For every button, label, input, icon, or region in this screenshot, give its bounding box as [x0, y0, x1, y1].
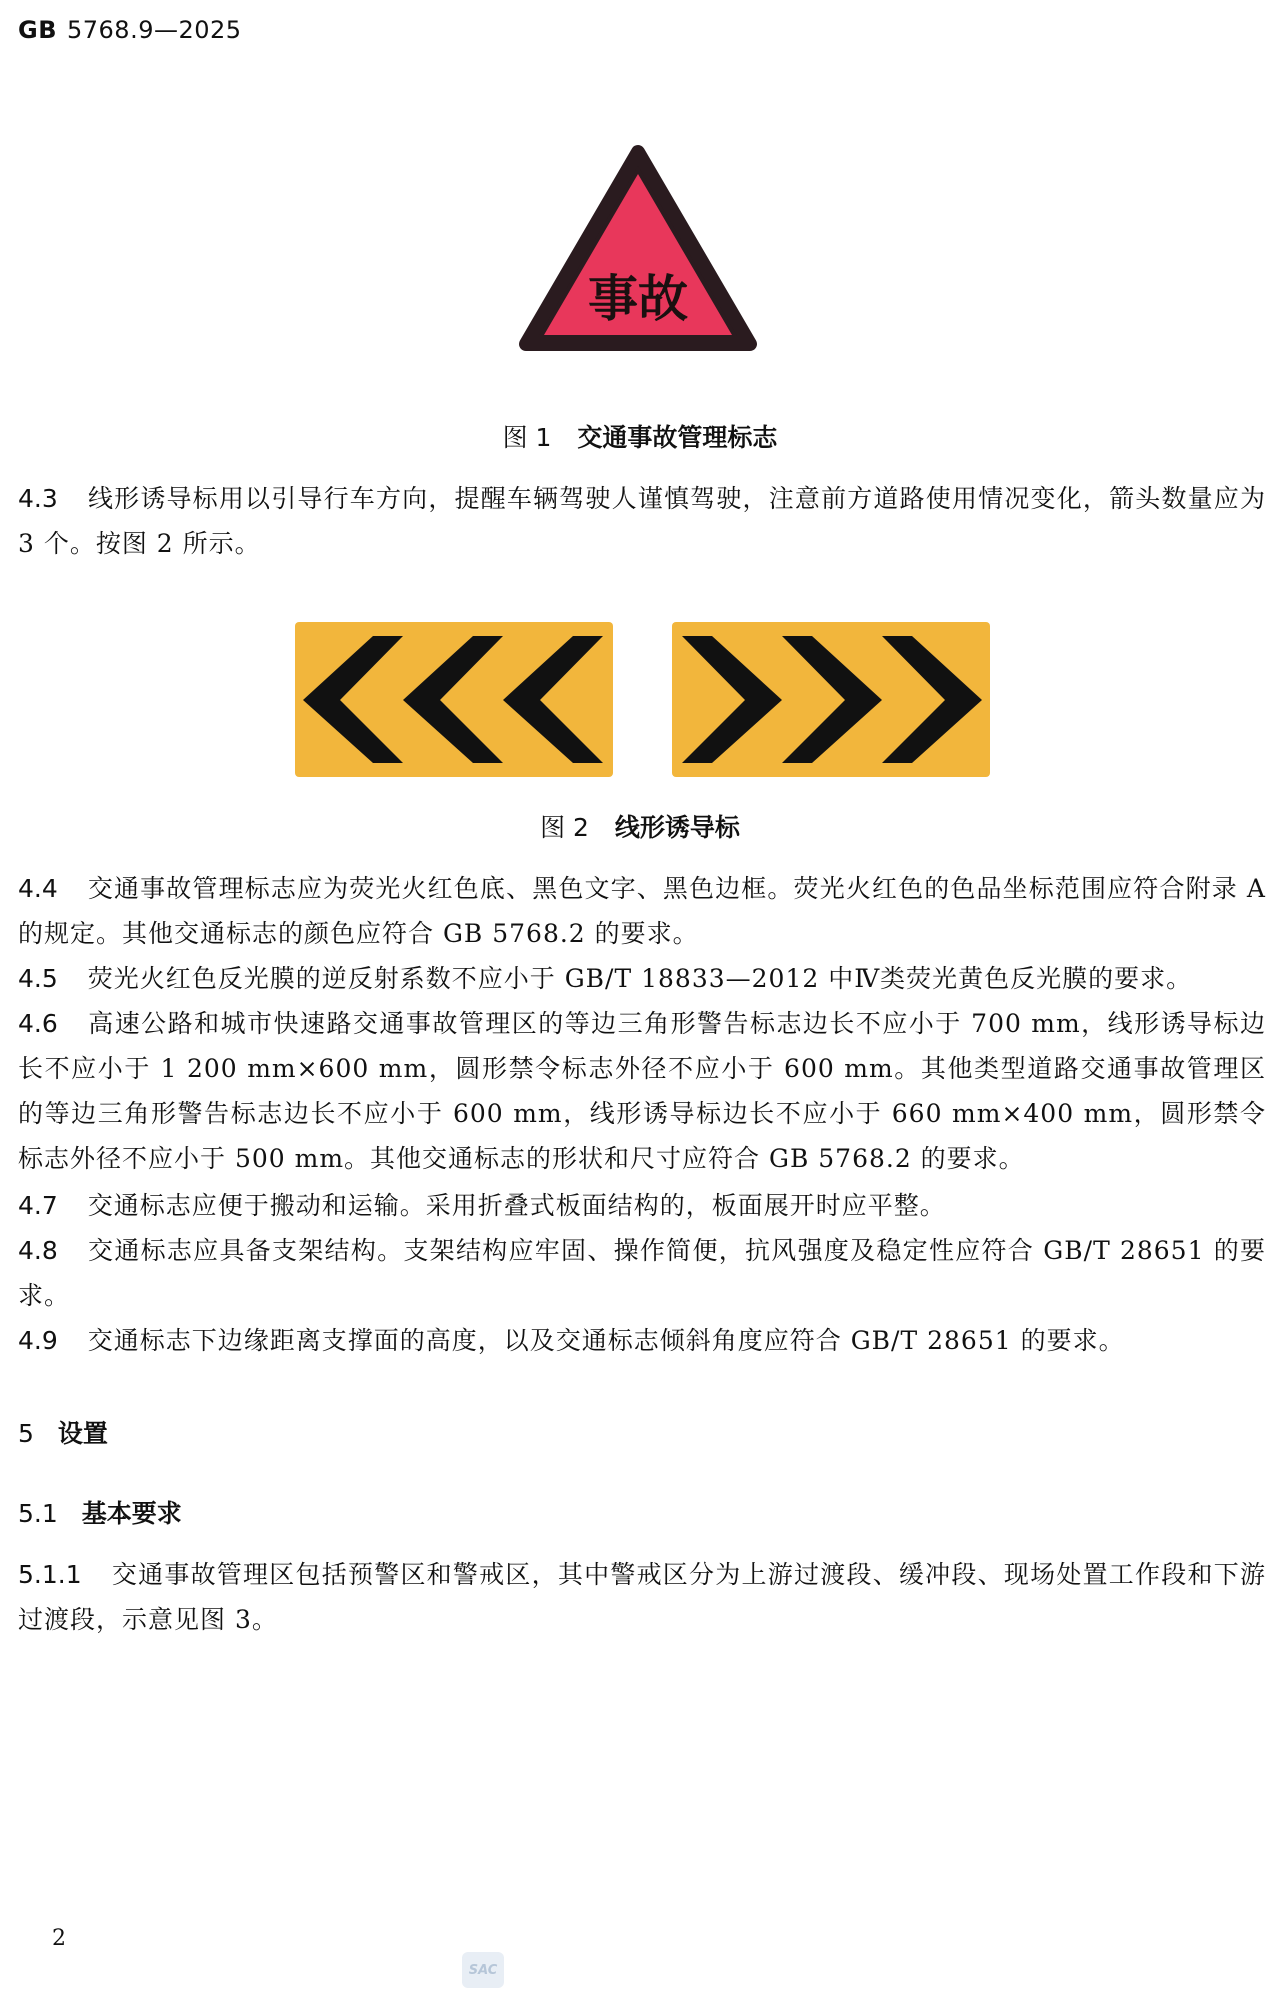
clause-text: 交通事故管理区包括预警区和警戒区，其中警戒区分为上游过渡段、缓冲段、现场处置工作段和下游过渡段，示意见图 3。 — [18, 1560, 1266, 1634]
clause-number: 4.8 — [18, 1236, 58, 1265]
heading-5-1 — [18, 1494, 182, 1530]
paragraph-4-5 — [18, 956, 1266, 1001]
page-number: 2 — [52, 1926, 66, 1951]
paragraph-4-3 — [18, 476, 1266, 566]
clause-text: 交通标志下边缘距离支撑面的高度，以及交通标志倾斜角度应符合 GB/T 28651 的要求。 — [87, 1326, 1125, 1355]
clause-text: 交通标志应具备支架结构。支架结构应牢固、操作简便，抗风强度及稳定性应符合 GB/T 28651 的要求。 — [18, 1236, 1266, 1310]
paragraph-5-1-1 — [18, 1552, 1266, 1642]
paragraph-4-6 — [18, 1001, 1266, 1181]
clause-number: 4.5 — [18, 964, 58, 993]
clause-number: 4.7 — [18, 1191, 58, 1220]
clause-number: 5.1.1 — [18, 1560, 82, 1589]
paragraph-4-4 — [18, 866, 1266, 956]
clause-text: 线形诱导标用以引导行车方向，提醒车辆驾驶人谨慎驾驶，注意前方道路使用情况变化，箭头数量应为 3 个。按图 2 所示。 — [18, 484, 1266, 558]
clause-text: 交通事故管理标志应为荧光火红色底、黑色文字、黑色边框。荧光火红色的色品坐标范围应符合附录 A 的规定。其他交通标志的颜色应符合 GB 5768.2 的要求。 — [18, 874, 1266, 948]
heading-5 — [18, 1414, 108, 1450]
figure2-number: 图 2 — [540, 813, 589, 842]
clause-text: 荧光火红色反光膜的逆反射系数不应小于 GB/T 18833—2012 中Ⅳ类荧光黄色反光膜的要求。 — [87, 964, 1193, 993]
paragraph-4-7 — [18, 1183, 1266, 1228]
figure2-title: 线形诱导标 — [614, 813, 740, 842]
paragraph-4-8 — [18, 1228, 1266, 1318]
figure1-caption — [0, 418, 1280, 454]
paragraph-4-9 — [18, 1318, 1266, 1363]
heading-number: 5.1 — [18, 1499, 58, 1528]
standard-prefix: GB — [18, 16, 57, 44]
clause-number: 4.4 — [18, 874, 58, 903]
clause-number: 4.3 — [18, 484, 58, 513]
chevron-sign-left — [295, 622, 613, 777]
chevron-sign-right — [672, 622, 990, 777]
sac-watermark-logo: SAC — [462, 1952, 504, 1988]
figure1-number: 图 1 — [502, 423, 552, 452]
sign-text: 事故 — [588, 270, 688, 328]
figure2-caption — [0, 808, 1280, 844]
page-header — [18, 16, 242, 44]
clause-number: 4.9 — [18, 1326, 58, 1355]
clause-number: 4.6 — [18, 1009, 58, 1038]
standard-code: 5768.9—2025 — [67, 16, 242, 44]
heading-title: 基本要求 — [81, 1499, 182, 1528]
clause-text: 高速公路和城市快速路交通事故管理区的等边三角形警告标志边长不应小于 700 mm，线形诱导标边长不应小于 1 200 mm×600 mm，圆形禁令标志外径不应小于 600 mm。其他类型道路交通事故管理区的等边三角形警告标志边长不应小于 600 mm，线形诱导标边长不应小于 660 mm×400 mm，圆形禁令标志外径不应小于 500 mm。其他交通标志的形状和尺寸应符合 GB 5768.2 的要求。 — [18, 1009, 1266, 1173]
accident-warning-sign — [518, 144, 758, 354]
figure1-title: 交通事故管理标志 — [577, 423, 778, 452]
heading-title: 设置 — [57, 1419, 108, 1448]
clause-text: 交通标志应便于搬动和运输。采用折叠式板面结构的，板面展开时应平整。 — [87, 1191, 946, 1220]
heading-number: 5 — [18, 1419, 34, 1448]
